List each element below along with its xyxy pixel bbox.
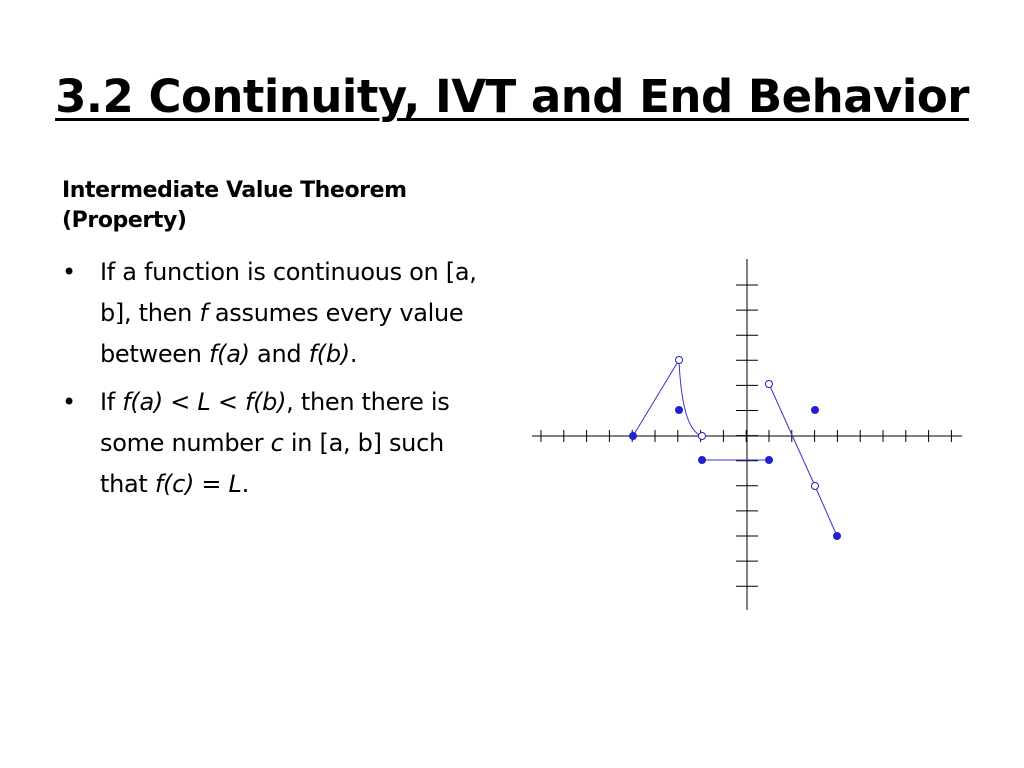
slide-title [0,66,1024,128]
closed-point-isolated-left [676,407,683,414]
slide-title-text: 3.2 Continuity, IVT and End Behavior [55,70,969,123]
curve-segment-end [815,486,837,536]
open-point-axis [699,433,706,440]
closed-point-isolated-right [812,407,819,414]
bullet1-fa: f(a) [209,340,250,368]
bullet1-text-2: assumes every value between [100,299,464,368]
open-point-right [766,381,773,388]
function-graph [530,255,966,615]
bullet1-f: f [199,299,208,327]
open-point-peak [676,357,683,364]
closed-point-flat-start [699,457,706,464]
bullet2-text-3: in [a, b] such that [100,429,444,498]
bullet2-text-4: . [241,470,249,498]
bullet-item-ivt-statement [62,252,482,375]
curve-segment-descending [679,360,702,436]
bullet2-inequality: f(a) < L < f(b) [122,388,287,416]
bullet1-text-4: . [349,340,358,368]
bullet-item-ivt-conclusion [62,382,482,505]
function-curve [633,360,837,536]
section-heading-line1: Intermediate Value Theorem [62,178,407,203]
curve-segment-decreasing [769,384,815,486]
bullet1-fb: f(b) [308,340,350,368]
bullet1-text-3: and [249,340,309,368]
bullet-marker: • [62,388,76,416]
bullet-list [62,252,482,512]
section-heading-line2: (Property) [62,208,187,233]
bullet2-text-1: If [100,388,123,416]
closed-point-flat-end [766,457,773,464]
section-heading [62,176,462,236]
bullet2-text-2: , then there is some number [100,388,450,457]
y-axis-group [736,259,758,610]
curve-segment-rising [633,360,679,436]
bullet2-c: c [270,429,284,457]
graph-points [630,357,841,540]
bullet1-text-1: If a function is continuous on [a, b], then [100,258,477,327]
open-point-lower [812,483,819,490]
bullet2-equation: f(c) = L [154,470,242,498]
closed-point-start [630,433,637,440]
closed-point-end [834,533,841,540]
bullet-marker: • [62,258,76,286]
